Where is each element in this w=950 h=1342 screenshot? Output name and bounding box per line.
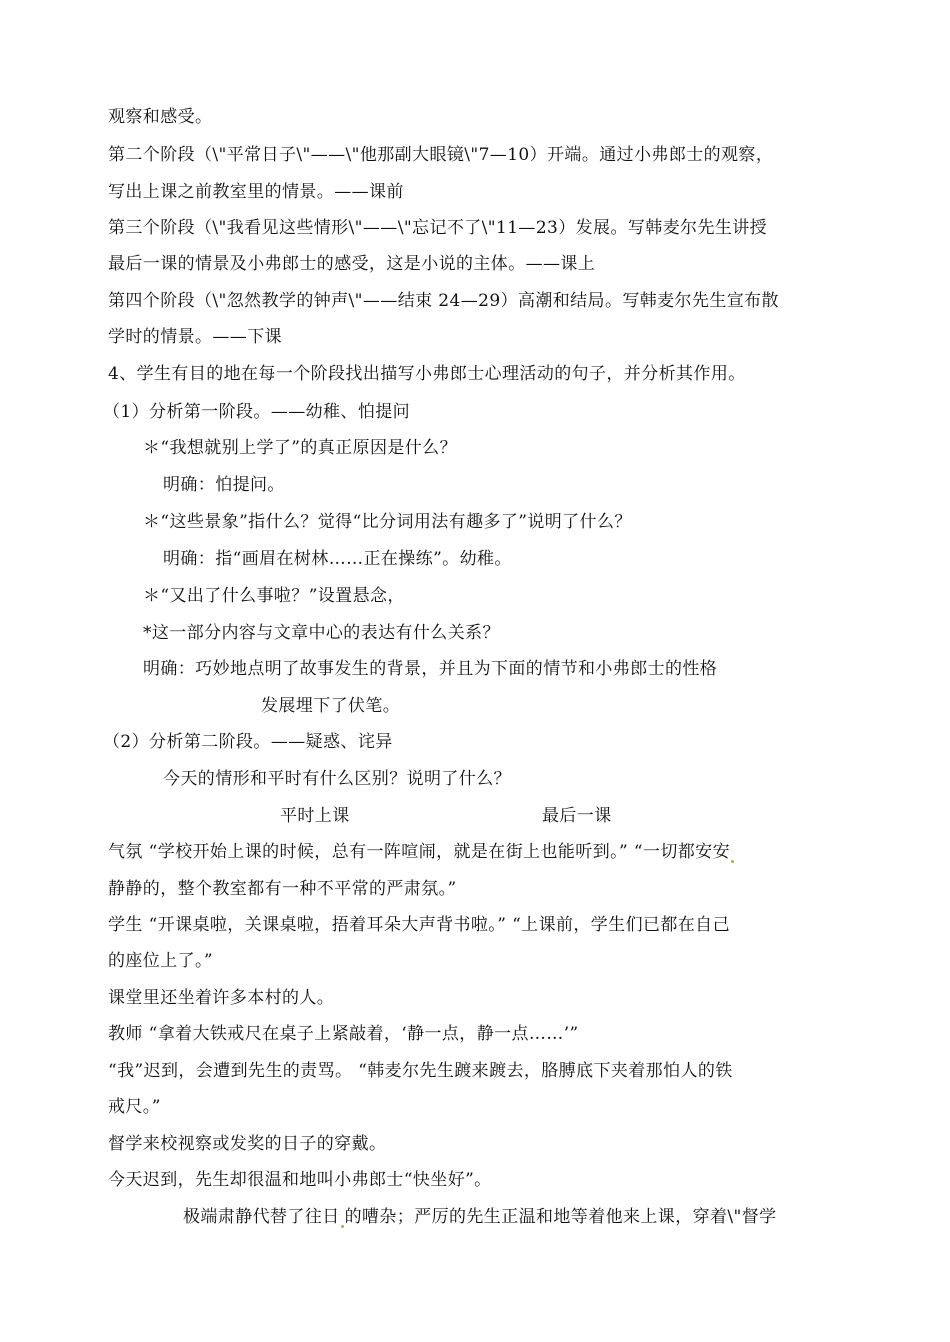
text-line-15: *这一部分内容与文章中心的表达有什么关系？ <box>143 623 500 643</box>
text-line-10: ＊“我想就别上学了”的真正原因是什么？ <box>143 438 457 458</box>
text-line-29: 戒尺。” <box>108 1097 161 1117</box>
text-line-7: 学时的情景。——下课 <box>108 327 282 347</box>
marker-dot-1 <box>731 860 734 863</box>
text-line-2: 第二个阶段（\"平常日子\"——\"他那副大眼镜\"7—10）开端。通过小弗郎士的观察， <box>108 145 774 165</box>
marker-dot-2 <box>341 1225 344 1228</box>
text-line-19: 今天的情形和平时有什么区别？说明了什么？ <box>163 769 511 789</box>
text-line-28: “我”迟到，会遭到先生的责骂。 “韩麦尔先生踱来踱去，胳膊底下夹着那怕人的铁 <box>108 1061 733 1081</box>
text-line-17: 发展埋下了伏笔。 <box>261 696 401 716</box>
text-line-23: 静静的，整个教室都有一种不平常的严肃氛。” <box>108 879 457 899</box>
text-line-13: 明确：指“画眉在树林……正在操练”。幼稚。 <box>163 549 512 569</box>
text-line-32 <box>183 1204 777 1230</box>
text-line-31: 今天迟到，先生却很温和地叫小弗郎士“快坐好”。 <box>108 1170 492 1190</box>
text-line-9: （1）分析第一阶段。——幼稚、怕提问 <box>103 402 411 422</box>
text-line-16: 明确：巧妙地点明了故事发生的背景，并且为下面的情节和小弗郎士的性格 <box>143 659 718 679</box>
text-line-6: 第四个阶段（\"忽然教学的钟声\"——结束 24—29）高潮和结局。写韩麦尔先生宣布散 <box>108 291 779 311</box>
text-line-3: 写出上课之前教室里的情景。——课前 <box>108 182 404 202</box>
text-line-18: （2）分析第二阶段。——疑惑、诧异 <box>103 732 393 752</box>
table-header-usual: 平时上课 <box>280 806 350 826</box>
text-line-14: ＊“又出了什么事啦？”设置悬念， <box>143 586 405 606</box>
text-line-4: 第三个阶段（\"我看见这些情形\"——\"忘记不了\"11—23）发展。写韩麦尔先生讲授 <box>108 218 768 238</box>
text-line-5: 最后一课的情景及小弗郎士的感受，这是小说的主体。——课上 <box>108 254 596 274</box>
text-line-25: 的座位上了。” <box>108 951 213 971</box>
text-line-26: 课堂里还坐着许多本村的人。 <box>108 988 335 1008</box>
text-line-1: 观察和感受。 <box>108 107 213 127</box>
text-line-27: 教师 “拿着大铁戒尺在桌子上紧敲着，‘静一点，静一点……’” <box>108 1024 579 1044</box>
text-line-32-part-2: 的嘈杂；严厉的先生正温和地等着他来上课，穿着\"督学 <box>344 1207 777 1227</box>
text-line-22 <box>108 839 735 865</box>
text-line-12: ＊“这些景象”指什么？觉得“比分词用法有趣多了”说明了什么？ <box>143 512 632 532</box>
text-line-8: 4、学生有目的地在每一个阶段找出描写小弗郎士心理活动的句子，并分析其作用。 <box>108 364 746 384</box>
text-line-30: 督学来校视察或发奖的日子的穿戴。 <box>108 1134 387 1154</box>
text-line-22-text: 气氛 “学校开始上课的时候，总有一阵喧闹，就是在街上也能听到。” “一切都安安 <box>108 842 730 862</box>
text-line-24: 学生 “开课桌啦，关课桌啦，捂着耳朵大声背书啦。” “上课前，学生们已都在自己 <box>108 915 730 935</box>
table-header-last: 最后一课 <box>542 806 612 826</box>
text-line-32-part-1: 极端肃静代替了往日 <box>183 1207 340 1227</box>
text-line-11: 明确：怕提问。 <box>163 475 285 495</box>
